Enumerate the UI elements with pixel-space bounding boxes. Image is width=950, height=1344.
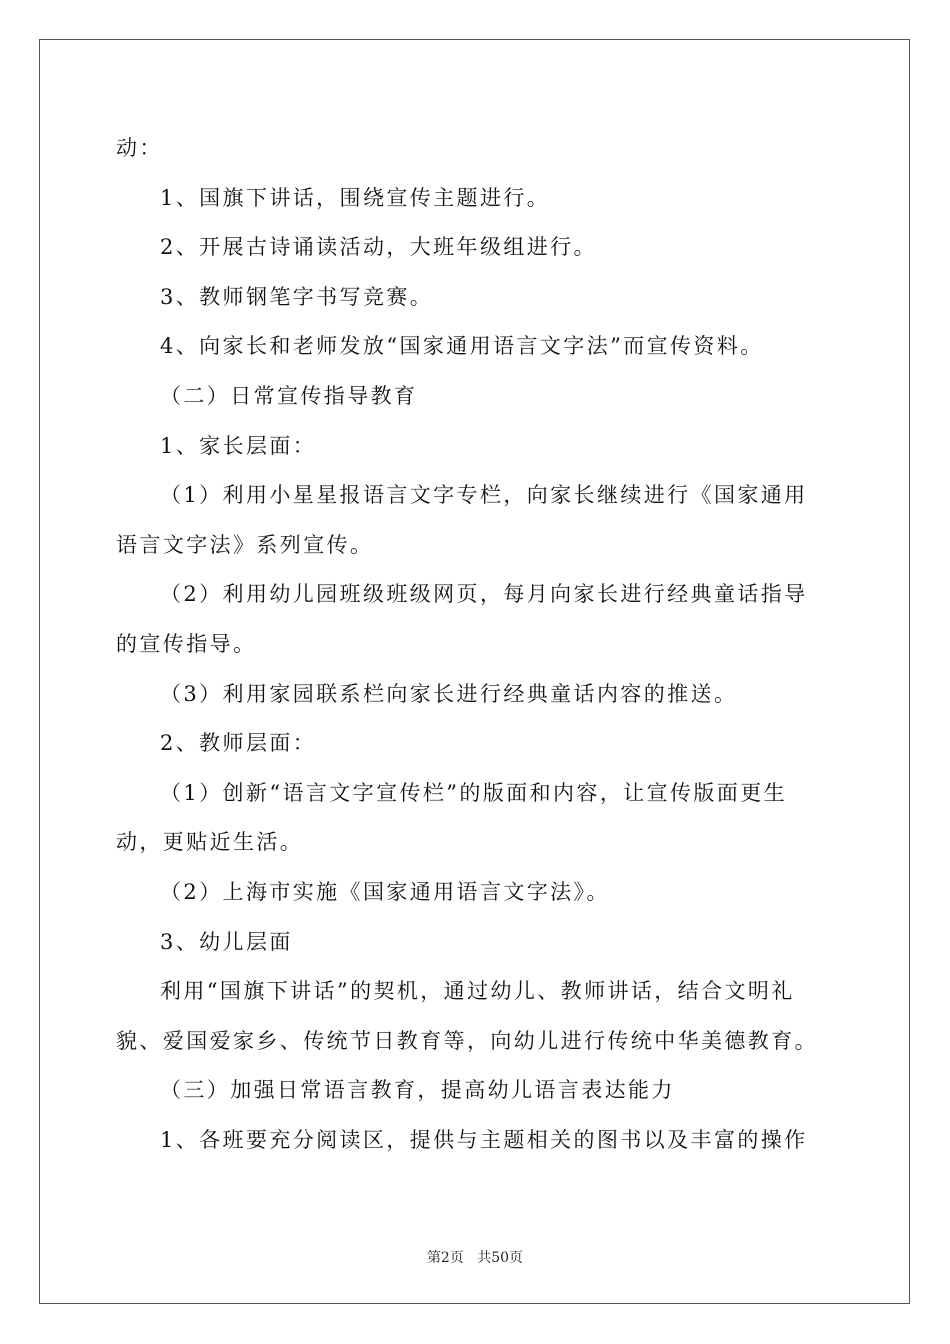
text-line: 1、国旗下讲话，围绕宣传主题进行。 [160,185,551,210]
text-line: 的宣传指导。 [116,631,257,656]
section-heading: （三）加强日常语言教育，提高幼儿语言表达能力 [160,1078,675,1103]
page-footer [0,1247,950,1267]
page-number: 第2页 [426,1250,464,1266]
text-line: 语言文字法》系列宣传。 [116,532,374,557]
text-line: 3、幼儿层面 [160,929,293,954]
text-line: 动： [116,136,163,160]
text-line: 动，更贴近生活。 [116,830,304,855]
document-body [116,124,836,1165]
text-line: 1、各班要充分阅读区，提供与主题相关的图书以及丰富的操作 [160,1127,808,1152]
text-line: 貌、爱国爱家乡、传统节日教育等，向幼儿进行传统中华美德教育。 [116,1028,818,1053]
text-line: （1）利用小星星报语言文字专栏，向家长继续进行《国家通用 [160,483,808,508]
text-line: （1）创新“语言文字宣传栏”的版面和内容，让宣传版面更生 [160,780,788,805]
page-total: 共50页 [477,1250,524,1266]
section-heading: （二）日常宣传指导教育 [160,383,418,408]
text-line: 2、教师层面： [160,731,317,756]
text-line: 3、教师钢笔字书写竞赛。 [160,284,434,309]
text-line: 2、开展古诗诵读活动，大班年级组进行。 [160,235,597,260]
text-line: （3）利用家园联系栏向家长进行经典童话内容的推送。 [160,681,738,706]
text-line: 1、家长层面： [160,433,317,458]
text-line: （2）上海市实施《国家通用语言文字法》。 [160,879,610,904]
text-line: （2）利用幼儿园班级班级网页，每月向家长进行经典童话指导 [160,582,808,607]
text-line: 利用“国旗下讲话”的契机，通过幼儿、教师讲话，结合文明礼 [160,979,795,1004]
text-line: 4、向家长和老师发放“国家通用语言文字法”而宣传资料。 [160,334,764,359]
